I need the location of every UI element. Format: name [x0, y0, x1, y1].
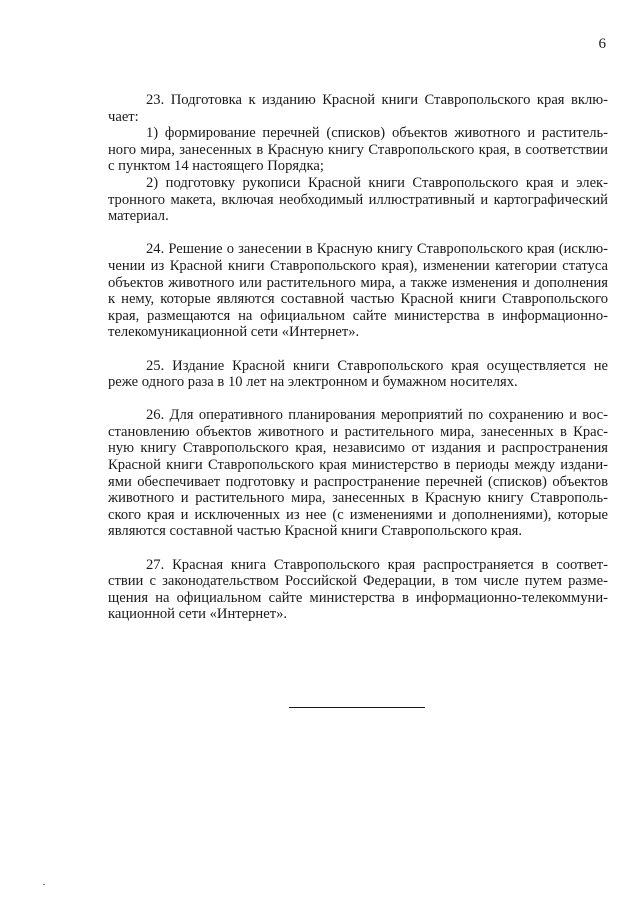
- text-line: объектов животного или растительного мира, а также изменения и дополнения: [108, 274, 608, 291]
- page-number: 6: [598, 36, 606, 52]
- paragraph-24: [108, 241, 608, 341]
- text-line: животного и растительного мира, занесенных в Красную книгу Ставрополь-: [108, 490, 608, 507]
- paragraph-23: [108, 92, 608, 225]
- text-line: чает:: [108, 108, 139, 125]
- text-line: ского края и исключенных из нее (с изменениями и дополнениями), которые: [108, 506, 608, 523]
- text-line: являются составной частью Красной книги Ставропольского края.: [108, 523, 523, 540]
- text-line: края, размещаются на официальном сайте министерства в информационно-: [108, 307, 608, 324]
- text-line: становлению объектов животного и растительного мира, занесенных в Крас-: [108, 423, 608, 440]
- text-line: 26. Для оперативного планирования мероприятий по сохранению и вос-: [146, 407, 608, 424]
- text-line: к нему, которые являются составной частью Красной книги Ставропольского: [108, 291, 608, 308]
- text-line: 25. Издание Красной книги Ставропольского края осуществляется не: [146, 357, 608, 374]
- text-line: с пунктом 14 настоящего Порядка;: [108, 158, 324, 175]
- document-body: [108, 92, 608, 623]
- text-line: тронного макета, включая необходимый иллюстративный и картографический: [108, 191, 608, 208]
- paragraph-27: [108, 557, 608, 623]
- text-line: щения на официальном сайте министерства в информационно-телекоммуни-: [108, 589, 608, 606]
- text-line: ного мира, занесенных в Красную книгу Ставропольского края, в соответствии: [108, 141, 608, 158]
- scan-speck: [43, 884, 45, 885]
- text-line: 23. Подготовка к изданию Красной книги Ставропольского края вклю-: [146, 92, 608, 108]
- text-line: чении из Красной книги Ставропольского края), изменении категории статуса: [108, 257, 608, 274]
- end-rule: [289, 707, 425, 708]
- text-line: материал.: [108, 208, 169, 225]
- paragraph-26: [108, 407, 608, 540]
- paragraph-25: [108, 358, 608, 391]
- text-line: телекомуникационной сети «Интернет».: [108, 324, 360, 341]
- text-line: 27. Красная книга Ставропольского края распространяется в соответ-: [146, 556, 608, 573]
- text-line: реже одного раза в 10 лет на электронном и бумажном носителях.: [108, 374, 518, 391]
- text-line: ную книгу Ставропольского края, независимо от издания и распространения: [108, 440, 608, 457]
- text-line: ствии с законодательством Российской Федерации, в том числе путем разме-: [108, 573, 608, 590]
- text-line: 24. Решение о занесении в Красную книгу Ставропольского края (исклю-: [146, 241, 608, 258]
- text-line: ями обеспечивает подготовку и распространение перечней (списков) объектов: [108, 473, 608, 490]
- text-line: 1) формирование перечней (списков) объектов животного и раститель-: [146, 125, 608, 142]
- text-line: кационной сети «Интернет».: [108, 606, 288, 623]
- text-line: 2) подготовку рукописи Красной книги Ставропольского края и элек-: [146, 174, 608, 191]
- text-line: Красной книги Ставропольского края министерство в периоды между издани-: [108, 457, 608, 474]
